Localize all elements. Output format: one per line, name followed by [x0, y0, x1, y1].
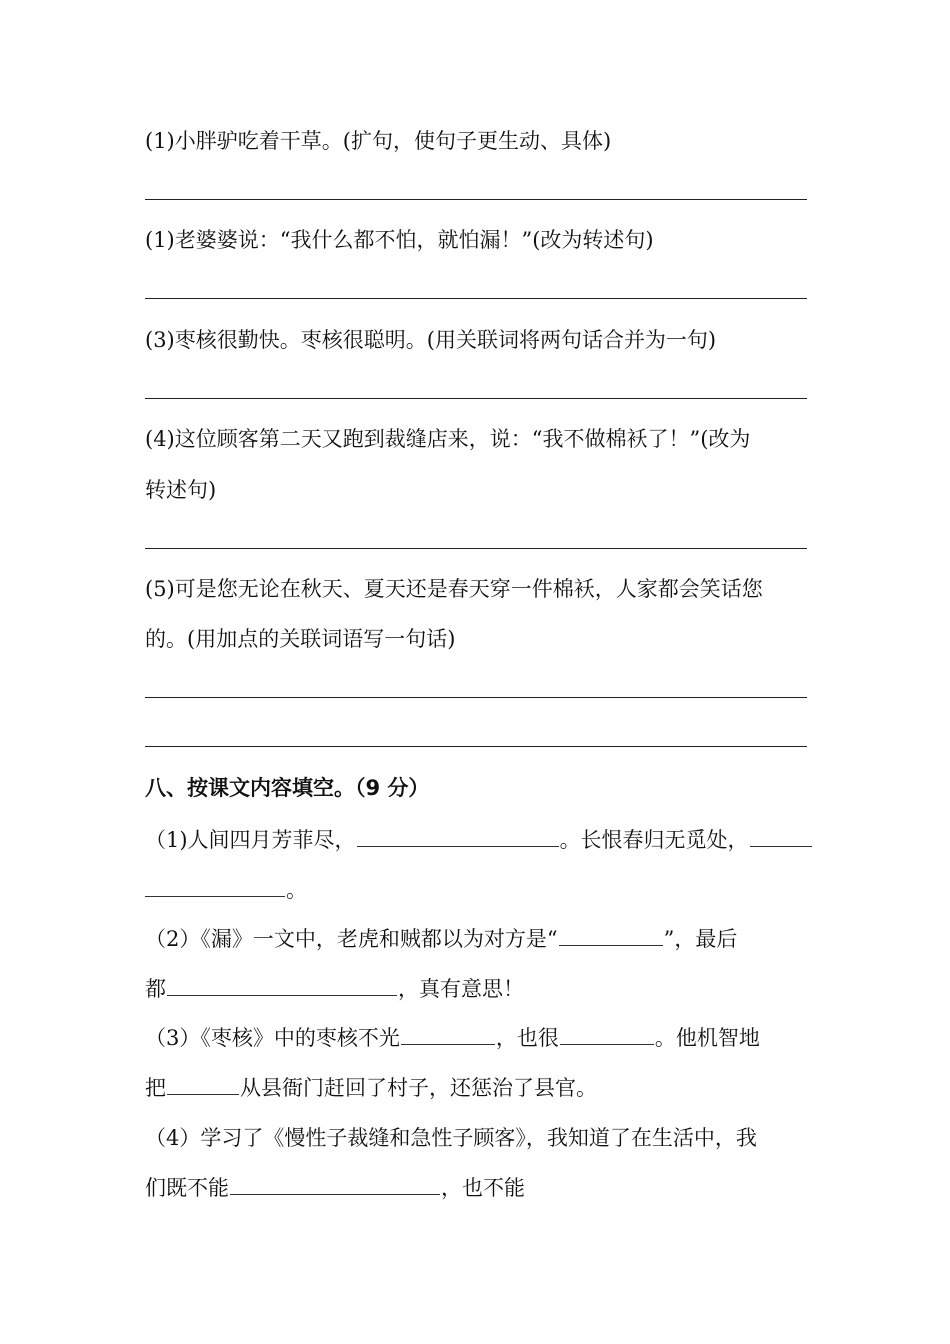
fill-3-blank-3[interactable] — [167, 1074, 239, 1095]
section-8-heading: 八、按课文内容填空。（9 分） — [145, 776, 430, 800]
fill-2-blank-1[interactable] — [559, 925, 663, 946]
fill-1-text-b: 。长恨春归无觅处， — [559, 828, 749, 852]
question-1-expand: (1)小胖驴吃着干草。(扩句，使句子更生动、具体) — [145, 129, 612, 153]
fill-1-text-a: （1)人间四月芳菲尽， — [145, 828, 356, 852]
answer-line-4[interactable] — [145, 548, 807, 549]
question-4-line-1: (4)这位顾客第二天又跑到裁缝店来，说：“我不做棉袄了！”(改为 — [145, 427, 751, 451]
fill-4-line-2 — [145, 1174, 807, 1202]
fill-2-text-c: 都 — [145, 977, 166, 1001]
fill-3-line-2 — [145, 1074, 807, 1102]
fill-3-line-1 — [145, 1024, 807, 1052]
fill-1-line-2 — [145, 876, 807, 904]
fill-4-line-1: （4）学习了《慢性子裁缝和急性子顾客》，我知道了在生活中，我 — [145, 1126, 757, 1150]
question-2-indirect-speech: (1)老婆婆说：“我什么都不怕，就怕漏！”(改为转述句) — [145, 228, 654, 252]
answer-line-5a[interactable] — [145, 697, 807, 698]
fill-1-blank-2-start[interactable] — [750, 826, 812, 847]
fill-4-blank-1[interactable] — [230, 1174, 440, 1195]
fill-3-blank-1[interactable] — [401, 1024, 495, 1045]
answer-line-5b[interactable] — [145, 746, 807, 747]
fill-3-blank-2[interactable] — [560, 1024, 654, 1045]
fill-4-text-c: ，也不能 — [441, 1176, 525, 1200]
answer-line-2[interactable] — [145, 298, 807, 299]
fill-1-blank-1[interactable] — [357, 826, 559, 847]
question-4-line-2: 转述句) — [145, 478, 217, 502]
fill-2-blank-2[interactable] — [167, 975, 397, 996]
question-3-conjunction: (3)枣核很勤快。枣核很聪明。(用关联词将两句话合并为一句) — [145, 328, 717, 352]
question-5-line-1: (5)可是您无论在秋天、夏天还是春天穿一件棉袄，人家都会笑话您 — [145, 577, 763, 601]
fill-2-text-a: （2）《漏》一文中，老虎和贼都以为对方是“ — [145, 927, 558, 951]
fill-2-text-b: ”，最后 — [663, 927, 738, 951]
fill-4-text-b: 们既不能 — [145, 1176, 229, 1200]
answer-line-1[interactable] — [145, 199, 807, 200]
fill-2-line-1 — [145, 925, 807, 953]
answer-line-3[interactable] — [145, 398, 807, 399]
fill-3-text-e: 从县衙门赶回了村子，还惩治了县官。 — [240, 1076, 597, 1100]
fill-2-line-2 — [145, 975, 807, 1003]
fill-3-text-b: ，也很 — [495, 1026, 559, 1050]
fill-1-line-1 — [145, 826, 807, 854]
question-5-line-2: 的。(用加点的关联词语写一句话) — [145, 627, 456, 651]
fill-3-text-a: （3）《枣核》中的枣核不光 — [145, 1026, 400, 1050]
fill-2-text-d: ，真有意思！ — [398, 977, 524, 1001]
fill-3-text-c: 。他机智地 — [654, 1026, 760, 1050]
fill-1-text-c: 。 — [286, 878, 307, 902]
fill-3-text-d: 把 — [145, 1076, 166, 1100]
fill-1-blank-2-end[interactable] — [145, 876, 285, 897]
